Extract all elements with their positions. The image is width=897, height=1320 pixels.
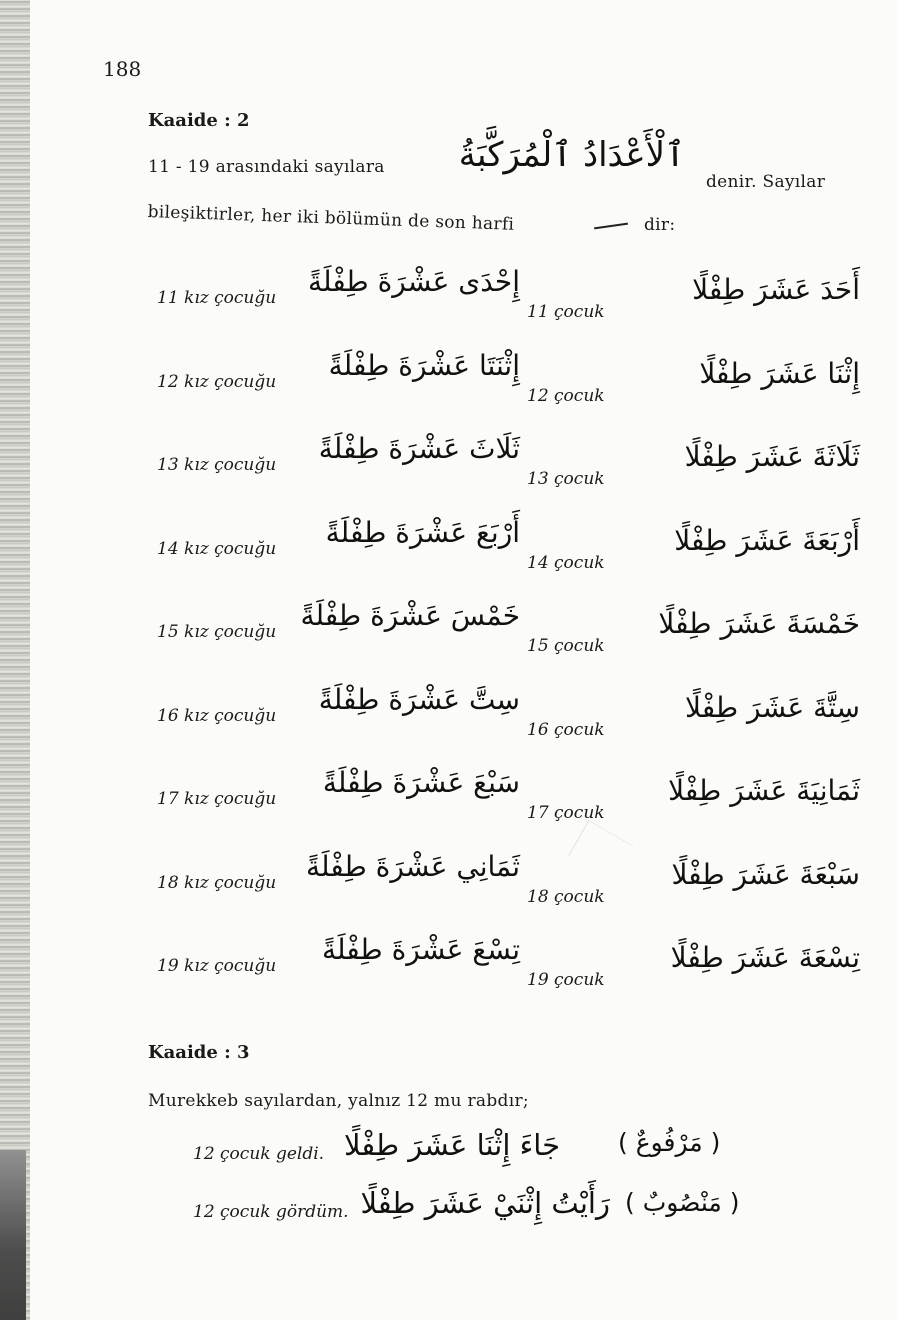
row-masc-arabic: سَبْعَةَ عَشَرَ طِفْلًا: [671, 857, 860, 891]
row-fem-arabic: إِحْدَى عَشْرَةَ طِفْلَةً: [307, 265, 520, 298]
row-masc-label: 14 çocuk: [527, 552, 605, 573]
row-fem-label: 19 kız çocuğu: [157, 956, 277, 976]
row-masc-arabic: خَمْسَةَ عَشَرَ طِفْلًا: [658, 607, 860, 640]
fatha-dash: [594, 223, 628, 230]
row-masc-arabic: أَحَدَ عَشَرَ طِفْلًا: [692, 273, 860, 306]
rule-2-line1-text: 11 - 19 arasındaki sayılara: [148, 157, 385, 177]
row-fem-arabic: ثَلَاثَ عَشْرَةَ طِفْلَةً: [318, 432, 520, 465]
row-masc-label: 15 çocuk: [527, 636, 605, 656]
row-masc-label: 17 çocuk: [527, 803, 605, 823]
row-fem-arabic: ثَمَانِي عَشْرَةَ طِفْلَةً: [306, 849, 520, 883]
example-2-case: ( مَنْصُوبٌ ): [625, 1188, 740, 1217]
example-2-arabic: رَأَيْتُ إِثْنَيْ عَشَرَ طِفْلًا: [360, 1186, 610, 1220]
row-masc-label: 18 çocuk: [527, 886, 605, 907]
row-fem-label: 12 kız çocuğu: [157, 371, 277, 392]
row-masc-label: 11 çocuk: [527, 302, 605, 322]
row-masc-arabic: أَرْبَعَةَ عَشَرَ طِفْلًا: [674, 523, 860, 557]
row-fem-arabic: سِتَّ عَشْرَةَ طِفْلَةً: [318, 682, 520, 716]
rule-3-heading: Kaaide : 3: [148, 1042, 250, 1063]
row-fem-label: 14 kız çocuğu: [157, 538, 277, 559]
row-fem-label: 15 kız çocuğu: [157, 622, 277, 642]
row-masc-label: 19 çocuk: [527, 970, 605, 990]
row-masc-label: 16 çocuk: [527, 719, 605, 740]
row-masc-arabic: إِثْنَا عَشَرَ طِفْلًا: [699, 356, 860, 390]
row-masc-arabic: ثَلَاثَةَ عَشَرَ طِفْلًا: [684, 440, 860, 473]
page-number: 188: [103, 57, 142, 81]
row-masc-arabic: ثَمَانِيَةَ عَشَرَ طِفْلًا: [668, 774, 860, 807]
example-1-label: 12 çocuk geldi.: [193, 1144, 325, 1164]
example-1-case: ( مَرْفُوعٌ ): [618, 1128, 721, 1157]
rule-3-intro: Murekkeb sayılardan, yalnız 12 mu rabdır;: [148, 1091, 529, 1111]
rule-2-line1-after: denir. Sayılar: [706, 172, 826, 192]
row-fem-label: 16 kız çocuğu: [157, 705, 277, 726]
pencil-mark: [568, 820, 633, 881]
row-fem-label: 17 kız çocuğu: [157, 789, 277, 809]
row-masc-arabic: تِسْعَةَ عَشَرَ طِفْلًا: [670, 941, 860, 974]
row-fem-label: 18 kız çocuğu: [157, 872, 277, 893]
rule-2-line1-arabic: ٱلْأَعْدَادُ ٱلْمُرَكَّبَةُ: [458, 135, 685, 175]
row-fem-arabic: سَبْعَ عَشْرَةَ طِفْلَةً: [322, 766, 520, 799]
example-1-arabic: جَاءَ إِثْنَا عَشَرَ طِفْلًا: [344, 1128, 560, 1162]
row-fem-arabic: أَرْبَعَ عَشْرَةَ طِفْلَةً: [325, 515, 520, 549]
row-fem-arabic: إِثْنَتَا عَشْرَةَ طِفْلَةً: [328, 348, 520, 382]
row-fem-arabic: خَمْسَ عَشْرَةَ طِفْلَةً: [300, 599, 520, 632]
row-fem-label: 13 kız çocuğu: [157, 455, 277, 475]
row-fem-arabic: تِسْعَ عَشْرَةَ طِفْلَةً: [321, 933, 520, 966]
scan-edge-shadow: [0, 0, 30, 1320]
row-masc-label: 12 çocuk: [527, 385, 605, 406]
row-fem-label: 11 kız çocuğu: [157, 288, 277, 308]
rule-2-line2-text: bileşiktirler, her iki bölümün de son harfi: [147, 202, 515, 235]
example-2-label: 12 çocuk gördüm.: [193, 1202, 349, 1222]
row-masc-arabic: سِتَّةَ عَشَرَ طِفْلًا: [684, 690, 860, 724]
rule-2-line2-after: dir:: [644, 215, 676, 235]
row-masc-label: 13 çocuk: [527, 469, 605, 489]
rule-2-heading: Kaaide : 2: [148, 110, 250, 131]
